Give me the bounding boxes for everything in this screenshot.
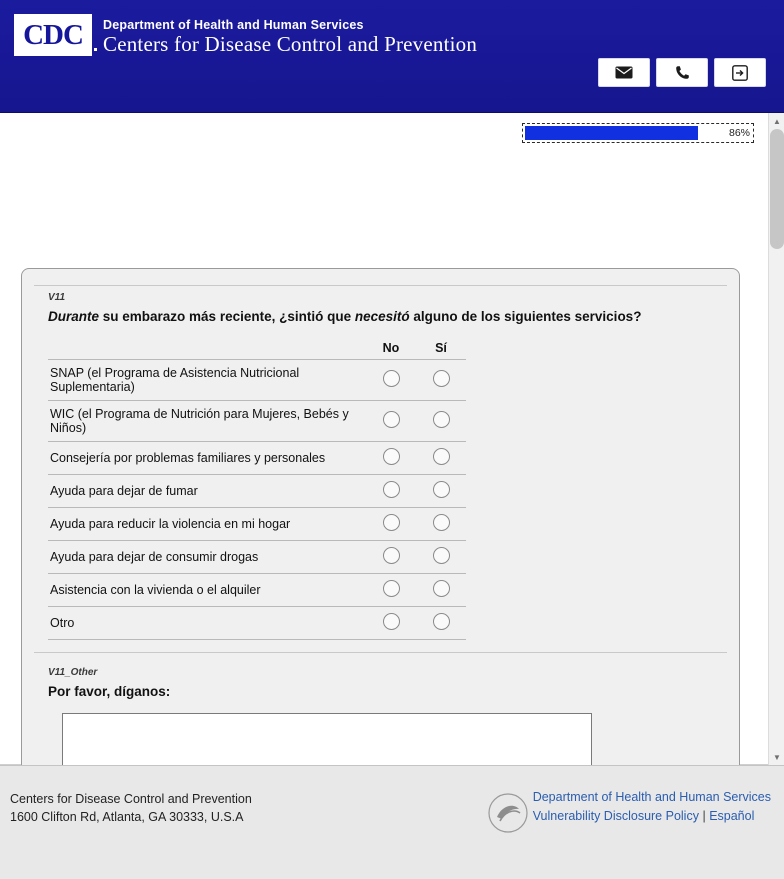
radio-si-row-0[interactable] — [433, 370, 450, 387]
radio-cell-no[interactable] — [366, 574, 416, 607]
radio-cell-si[interactable] — [416, 574, 466, 607]
footer-address-line-1: Centers for Disease Control and Prevention — [10, 792, 252, 806]
radio-no-row-4[interactable] — [383, 514, 400, 531]
radio-si-row-4[interactable] — [433, 514, 450, 531]
header-action-buttons — [598, 58, 766, 87]
agency-title: Centers for Disease Control and Prevention — [103, 32, 478, 56]
radio-cell-si[interactable] — [416, 508, 466, 541]
progress-percent-label: 86% — [728, 127, 750, 139]
radio-si-row-5[interactable] — [433, 547, 450, 564]
radio-cell-no[interactable] — [366, 508, 416, 541]
matrix-row-label: Consejería por problemas familiares y personales — [48, 442, 366, 475]
progress-bar — [522, 123, 754, 143]
radio-cell-no[interactable] — [366, 360, 416, 401]
matrix-row-label: Ayuda para reducir la violencia en mi hogar — [48, 508, 366, 541]
radio-cell-si[interactable] — [416, 401, 466, 442]
radio-cell-si[interactable] — [416, 475, 466, 508]
footer-link-hhs[interactable]: Department of Health and Human Services — [532, 790, 771, 804]
radio-no-row-1[interactable] — [383, 411, 400, 428]
footer-address — [10, 790, 252, 826]
radio-no-row-2[interactable] — [383, 448, 400, 465]
phone-icon — [675, 65, 690, 80]
matrix-header-no: No — [382, 341, 400, 355]
question-divider-top — [34, 285, 727, 286]
footer-link-separator: | — [702, 809, 706, 823]
mail-button[interactable] — [598, 58, 650, 87]
radio-no-row-0[interactable] — [383, 370, 400, 387]
footer-link-espanol[interactable]: Español — [709, 809, 755, 823]
matrix-row-label: Ayuda para dejar de consumir drogas — [48, 541, 366, 574]
radio-si-row-2[interactable] — [433, 448, 450, 465]
progress-fill — [525, 126, 698, 140]
question-divider-bottom — [34, 652, 727, 653]
table-row — [48, 541, 466, 574]
other-question-code: V11_Other — [48, 667, 98, 678]
matrix-row-label: SNAP (el Programa de Asistencia Nutricional Suplementaria) — [48, 360, 366, 401]
radio-cell-si[interactable] — [416, 442, 466, 475]
phone-button[interactable] — [656, 58, 708, 87]
matrix-row-label: Ayuda para dejar de fumar — [48, 475, 366, 508]
matrix-header-blank — [48, 340, 366, 360]
scrollbar-thumb[interactable] — [770, 129, 784, 249]
radio-cell-si[interactable] — [416, 360, 466, 401]
radio-cell-no[interactable] — [366, 401, 416, 442]
logo-accent-dot — [94, 48, 97, 51]
response-matrix — [48, 340, 466, 640]
radio-cell-no[interactable] — [366, 442, 416, 475]
vertical-scrollbar[interactable] — [768, 113, 784, 765]
question-text-middle: su embarazo más reciente, ¿sintió que — [99, 309, 355, 324]
table-row — [48, 574, 466, 607]
radio-no-row-3[interactable] — [383, 481, 400, 498]
radio-cell-si[interactable] — [416, 541, 466, 574]
question-text-end: alguno de los siguientes servicios? — [409, 309, 642, 324]
radio-si-row-1[interactable] — [433, 411, 450, 428]
question-text-emphasis-2: necesitó — [354, 309, 410, 324]
table-row — [48, 475, 466, 508]
radio-si-row-7[interactable] — [433, 613, 450, 630]
question-code: V11 — [48, 292, 66, 303]
question-text — [48, 309, 727, 324]
matrix-header-si: Sí — [435, 341, 447, 355]
table-row — [48, 508, 466, 541]
scroll-down-arrow-icon[interactable]: ▼ — [769, 749, 784, 765]
matrix-row-label: WIC (el Programa de Nutrición para Mujeres, Bebés y Niños) — [48, 401, 366, 442]
site-footer — [0, 765, 784, 879]
matrix-row-label: Asistencia con la vivienda o el alquiler — [48, 574, 366, 607]
radio-cell-si[interactable] — [416, 607, 466, 640]
radio-cell-no[interactable] — [366, 475, 416, 508]
radio-no-row-7[interactable] — [383, 613, 400, 630]
site-header — [0, 0, 784, 113]
radio-no-row-6[interactable] — [383, 580, 400, 597]
logout-button[interactable] — [714, 58, 766, 87]
footer-address-line-2: 1600 Clifton Rd, Atlanta, GA 30333, U.S.A — [10, 810, 244, 824]
cdc-logo-text: CDC — [23, 18, 83, 51]
progress-track — [525, 126, 726, 140]
scroll-up-arrow-icon[interactable]: ▲ — [769, 113, 784, 129]
radio-cell-no[interactable] — [366, 541, 416, 574]
logout-icon — [732, 65, 748, 81]
radio-si-row-3[interactable] — [433, 481, 450, 498]
question-text-emphasis-1: Durante — [48, 309, 100, 324]
agency-department-name: Department of Health and Human Services — [103, 18, 364, 32]
mail-icon — [615, 66, 633, 79]
table-row — [48, 607, 466, 640]
hhs-seal-icon — [487, 792, 529, 834]
table-row — [48, 401, 466, 442]
radio-cell-no[interactable] — [366, 607, 416, 640]
radio-si-row-6[interactable] — [433, 580, 450, 597]
table-row — [48, 360, 466, 401]
matrix-header-row — [48, 340, 466, 360]
matrix-row-label: Otro — [48, 607, 366, 640]
survey-question-card — [21, 268, 740, 804]
survey-page-area — [0, 113, 784, 765]
cdc-logo[interactable] — [14, 14, 92, 56]
table-row — [48, 442, 466, 475]
other-question-prompt: Por favor, díganos: — [48, 684, 171, 699]
footer-link-vulnerability-policy[interactable]: Vulnerability Disclosure Policy — [532, 809, 699, 823]
footer-links — [533, 788, 771, 826]
radio-no-row-5[interactable] — [383, 547, 400, 564]
